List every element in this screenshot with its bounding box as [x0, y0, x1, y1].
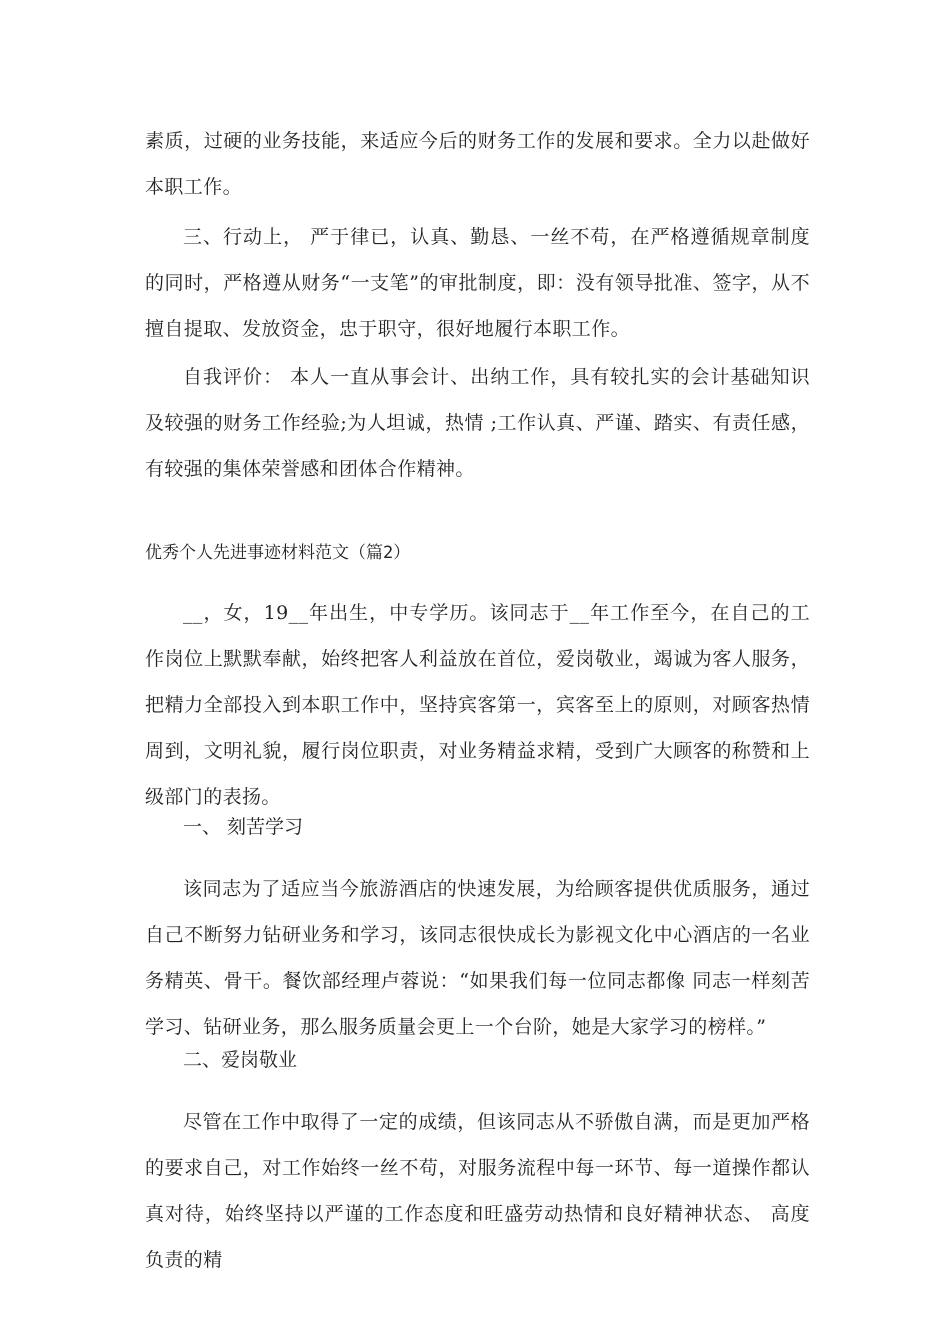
section-heading-study: 一、 刻苦学习 [183, 816, 304, 838]
paragraph-dedication: 尽管在工作中取得了一定的成绩，但该同志从不骄傲自满，而是更加严格的要求自己，对工作始终一丝不苟，对服务流程中每一环节、每一道操作都认真对待，始终坚持以严谨的工作态度和旺盛劳动热情和良好精神状态、 高度负责的精 [145, 1111, 810, 1271]
paragraph-study: 该同志为了适应当今旅游酒店的快速发展，为给顾客提供优质服务，通过自己不断努力钻研业务和学习，该同志很快成长为影视文化中心酒店的一名业务精英、骨干。餐饮部经理卢蓉说：“如果我们每一位同志都像 同志一样刻苦学习、钻研业务，那么服务质量会更上一个台阶，她是大家学习的榜样。” [145, 878, 810, 1038]
article-title: 优秀个人先进事迹材料范文（篇2） [145, 543, 411, 563]
paragraph-section-three: 三、行动上， 严于律已，认真、勤恳、一丝不苟，在严格遵循规章制度的同时，严格遵从财务“一支笔”的审批制度，即：没有领导批准、签字，从不擅自提取、发放资金，忠于职守，很好地履行本职工作。 [145, 226, 810, 340]
paragraph-self-evaluation: 自我评价： 本人一直从事会计、出纳工作，具有较扎实的会计基础知识及较强的财务工作经验;为人坦诚，热情 ;工作认真、严谨、踏实、有责任感，有较强的集体荣誉感和团体合作精神。 [145, 366, 810, 480]
paragraph-continuation: 素质，过硬的业务技能，来适应今后的财务工作的发展和要求。全力以赴做好本职工作。 [145, 130, 810, 198]
section-heading-dedication: 二、爱岗敬业 [183, 1049, 298, 1071]
paragraph-intro: __，女，19__年出生，中专学历。该同志于__年工作至今，在自己的工作岗位上默默奉献，始终把客人利益放在首位，爱岗敬业，竭诚为客人服务，把精力全部投入到本职工作中，坚持宾客第一，宾客至上的原则，对顾客热情周到，文明礼貌，履行岗位职责，对业务精益求精，受到广大顾客的称赞和上级部门的表扬。 [145, 602, 810, 808]
